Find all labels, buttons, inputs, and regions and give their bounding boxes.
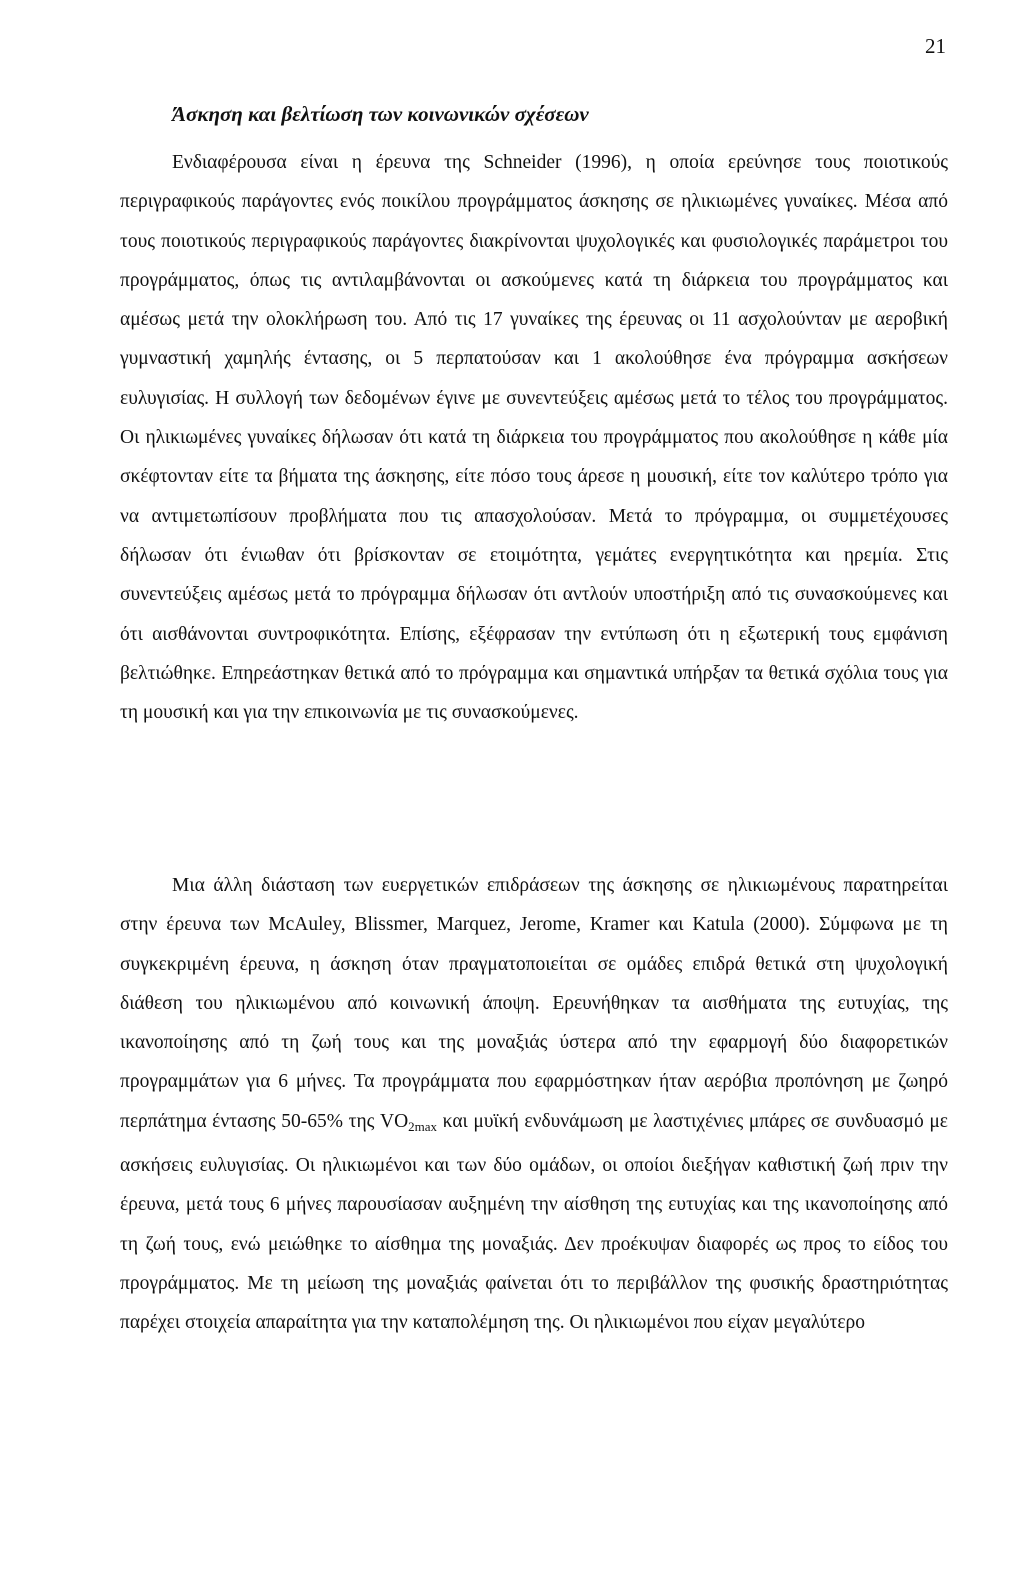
paragraph-block-2 (120, 866, 948, 1343)
paragraph-2-part-1: Μια άλλη διάσταση των ευεργετικών επιδράσεων της άσκησης σε ηλικιωμένους παρατηρείται στην έρευνα των McAuley, Blissmer, Marquez, Jerome, Kramer και Katula (2000). Σύμφωνα με τη συγκεκριμένη έρευνα, η άσκηση όταν πραγματοποιείται σε ομάδες επιδρά θετικά στη ψυχολογική διάθεση του ηλικιωμένου από κοινωνική άποψη. Ερευνήθηκαν τα αισθήματα της ευτυχίας, της ικανοποίησης από τη ζωή τους και της μοναξιάς ύστερα από την εφαρμογή δύο διαφορετικών προγραμμάτων για 6 μήνες. Τα προγράμματα που εφαρμόστηκαν ήταν αερόβια προπόνηση με ζωηρό περπάτημα έντασης 50-65% της VO (120, 875, 948, 1132)
vo2max-subscript: 2max (408, 1118, 438, 1134)
paragraph-2 (120, 866, 948, 1343)
page-number: 21 (925, 34, 946, 58)
paragraph-1: Ενδιαφέρουσα είναι η έρευνα της Schneider (1996), η οποία ερεύνησε τους ποιοτικούς περιγραφικούς παράγοντες ενός ποικίλου προγράμματος άσκησης σε ηλικιωμένες γυναίκες. Μέσα από τους ποιοτικούς περιγραφικούς παράγοντες διακρίνονται ψυχολογικές και φυσιολογικές παράμετροι του προγράμματος, όπως τις αντιλαμβάνονται οι ασκούμενες κατά τη διάρκεια του προγράμματος και αμέσως μετά την ολοκλήρωση του. Από τις 17 γυναίκες της έρευνας οι 11 ασχολούνταν με αεροβική γυμναστική χαμηλής έντασης, οι 5 περπατούσαν και 1 ακολούθησε ένα πρόγραμμα ασκήσεων ευλυγισίας. Η συλλογή των δεδομένων έγινε με συνεντεύξεις αμέσως μετά το τέλος του προγράμματος. Οι ηλικιωμένες γυναίκες δήλωσαν ότι κατά τη διάρκεια του προγράμματος που ακολούθησε η κάθε μία σκέφτονταν είτε τα βήματα της άσκησης, είτε πόσο τους άρεσε η μουσική, είτε τον καλύτερο τρόπο για να αντιμετωπίσουν προβλήματα που τις απασχολούσαν. Μετά το πρόγραμμα, οι συμμετέχουσες δήλωσαν ότι ένιωθαν ότι βρίσκονταν σε ετοιμότητα, γεμάτες ενεργητικότητα και ηρεμία. Στις συνεντεύξεις αμέσως μετά το πρόγραμμα δήλωσαν ότι αντλούν υποστήριξη από τις συνασκούμενες και ότι αισθάνονται συντροφικότητα. Επίσης, εξέφρασαν την εντύπωση ότι η εξωτερική τους εμφάνιση βελτιώθηκε. Επηρεάστηκαν θετικά από το πρόγραμμα και σημαντικά υπήρξαν τα θετικά σχόλια τους για τη μουσική και για την επικοινωνία με τις συνασκούμενες. (120, 152, 948, 724)
paragraph-block-1 (120, 143, 948, 732)
paragraph-2-part-2: και μυϊκή ενδυνάμωση με λαστιχένιες μπάρες σε συνδυασμό με ασκήσεις ευλυγισίας. Οι ηλικιωμένοι και των δύο ομάδων, οι οποίοι διεξήγαν καθιστική ζωή πριν την έρευνα, μετά τους 6 μήνες παρουσίασαν αυξημένη την αίσθηση της ευτυχίας και της ικανοποίησης από τη ζωή τους, ενώ μειώθηκε το αίσθημα της μοναξιάς. Δεν προέκυψαν διαφορές ως προς το είδος του προγράμματος. Με τη μείωση της μοναξιάς φαίνεται ότι το περιβάλλον της φυσικής δραστηριότητας παρέχει στοιχεία απαραίτητα για την καταπολέμηση της. Οι ηλικιωμένοι που είχαν μεγαλύτερο (120, 1110, 948, 1334)
section-heading: Άσκηση και βελτίωση των κοινωνικών σχέσεων (172, 102, 589, 126)
